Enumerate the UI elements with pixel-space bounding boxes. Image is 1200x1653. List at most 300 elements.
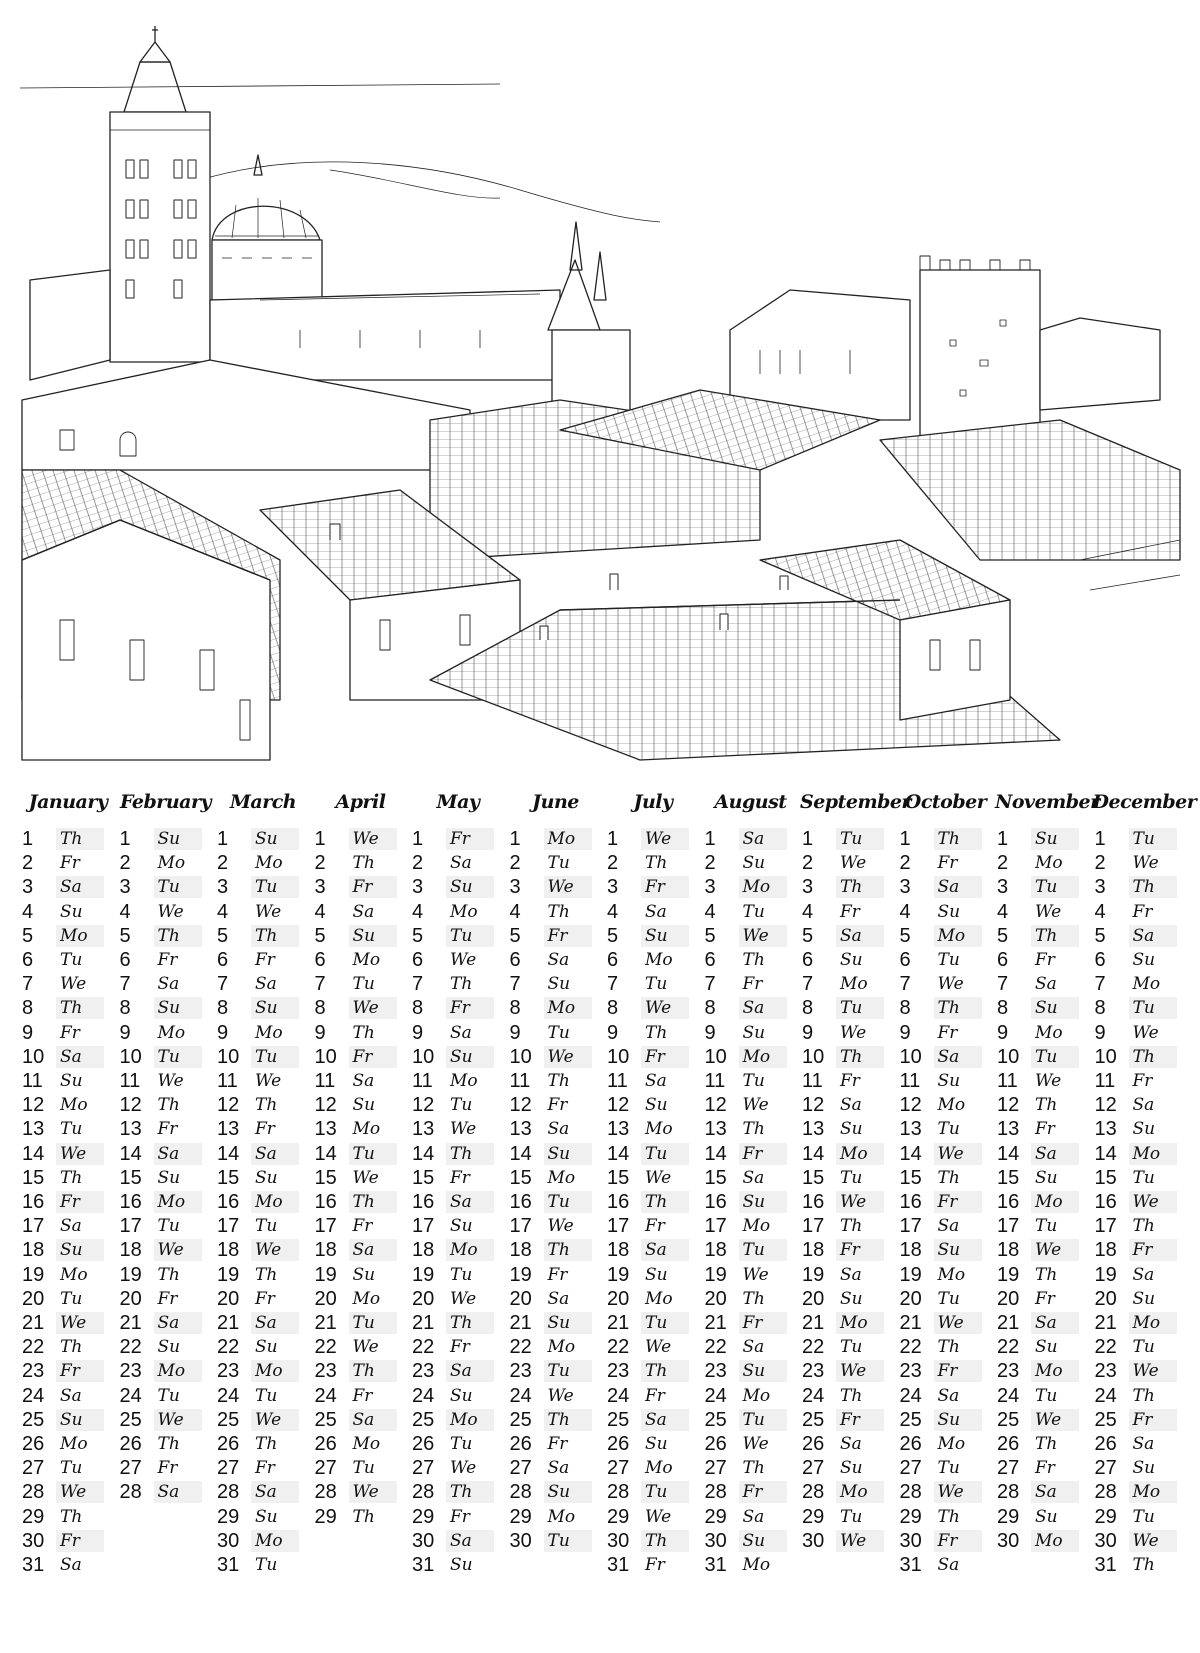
day-number: 13 — [22, 1118, 45, 1141]
weekday-abbr: Th — [641, 1191, 689, 1213]
day-number: 25 — [217, 1408, 240, 1431]
month-column-october — [898, 785, 994, 1645]
weekday-abbr: Sa — [450, 1022, 472, 1043]
day-row — [118, 1142, 214, 1166]
day-number: 26 — [899, 1433, 922, 1455]
day-number: 7 — [509, 973, 521, 996]
weekday-abbr: Sa — [446, 1360, 494, 1382]
weekday-abbr: Su — [739, 1191, 787, 1213]
weekday-abbr: We — [157, 901, 184, 922]
weekday-abbr: Sa — [1132, 1264, 1155, 1285]
day-row — [118, 1263, 214, 1287]
day-row — [410, 1529, 506, 1553]
day-number: 27 — [899, 1457, 922, 1480]
day-number: 4 — [314, 900, 326, 923]
day-number: 3 — [802, 876, 814, 899]
day-number: 15 — [997, 1166, 1020, 1189]
day-row — [118, 1480, 214, 1504]
day-number: 4 — [217, 900, 229, 923]
weekday-abbr: Su — [934, 1239, 982, 1261]
weekday-abbr: Th — [645, 1022, 668, 1043]
day-number: 23 — [217, 1360, 240, 1383]
day-number: 15 — [899, 1166, 922, 1189]
day-number: 6 — [509, 949, 521, 971]
day-number: 20 — [1094, 1287, 1117, 1310]
day-number: 23 — [704, 1360, 727, 1383]
day-row — [800, 875, 896, 899]
weekday-abbr: Fr — [1035, 1288, 1055, 1309]
day-row — [995, 1214, 1091, 1238]
day-row — [995, 1335, 1091, 1359]
day-row — [118, 1166, 214, 1190]
weekday-abbr: Su — [645, 1434, 668, 1454]
day-number: 29 — [1094, 1505, 1117, 1528]
day-row — [898, 1359, 994, 1383]
day-row — [1093, 1384, 1189, 1408]
weekday-abbr: Th — [450, 974, 473, 995]
month-name: May — [436, 791, 480, 813]
day-number: 26 — [314, 1433, 337, 1455]
weekday-abbr: Mo — [154, 1191, 202, 1213]
day-row — [508, 924, 604, 948]
day-number: 17 — [704, 1215, 727, 1238]
day-number: 5 — [314, 924, 326, 947]
weekday-abbr: Sa — [742, 1337, 765, 1358]
weekday-abbr: Th — [352, 1022, 375, 1043]
day-row — [313, 1384, 409, 1408]
day-row — [20, 1335, 116, 1359]
day-row — [898, 1408, 994, 1432]
weekday-abbr: Th — [934, 997, 982, 1019]
day-row — [800, 1238, 896, 1262]
day-number: 5 — [509, 924, 521, 947]
day-row — [800, 1408, 896, 1432]
weekday-abbr: Th — [60, 1167, 83, 1188]
day-row — [800, 827, 896, 851]
day-number: 30 — [997, 1529, 1020, 1552]
day-number: 2 — [802, 852, 814, 875]
weekday-abbr: Su — [937, 1071, 961, 1091]
day-row — [995, 1287, 1091, 1311]
day-number: 11 — [997, 1070, 1018, 1092]
weekday-abbr: Tu — [154, 1046, 202, 1068]
day-number: 8 — [22, 997, 34, 1020]
weekday-abbr: Fr — [937, 853, 958, 874]
day-row — [800, 900, 896, 924]
day-number: 12 — [802, 1094, 825, 1117]
day-row — [1093, 1505, 1189, 1529]
day-number: 24 — [802, 1384, 825, 1407]
day-number: 3 — [22, 876, 34, 899]
weekday-abbr: Fr — [349, 1046, 397, 1068]
day-number: 26 — [509, 1433, 532, 1455]
day-row — [703, 900, 799, 924]
weekday-abbr: Fr — [937, 1022, 958, 1043]
day-number: 17 — [412, 1215, 435, 1238]
day-number: 3 — [217, 876, 229, 899]
day-number: 11 — [412, 1070, 433, 1092]
day-row — [703, 1093, 799, 1117]
day-row — [605, 972, 701, 996]
weekday-abbr: We — [60, 974, 87, 995]
day-row — [118, 875, 214, 899]
day-number: 12 — [314, 1094, 337, 1117]
day-number: 23 — [22, 1360, 45, 1383]
day-row — [20, 1069, 116, 1093]
day-number: 20 — [412, 1287, 435, 1310]
day-row — [410, 1408, 506, 1432]
day-number: 7 — [607, 973, 619, 996]
day-number: 15 — [802, 1166, 825, 1189]
weekday-abbr: Tu — [544, 1191, 592, 1213]
day-number: 21 — [217, 1312, 240, 1334]
day-row — [898, 1529, 994, 1553]
day-row — [118, 1408, 214, 1432]
day-number: 21 — [314, 1312, 337, 1334]
day-number: 8 — [217, 997, 229, 1020]
weekday-abbr: Fr — [840, 901, 860, 922]
weekday-abbr: Sa — [742, 1167, 765, 1188]
day-row — [605, 1359, 701, 1383]
day-number: 22 — [899, 1336, 922, 1359]
month-column-january — [20, 785, 116, 1645]
weekday-abbr: We — [349, 828, 397, 850]
day-row — [118, 1311, 214, 1335]
day-row — [703, 1238, 799, 1262]
day-number: 24 — [899, 1384, 922, 1407]
day-row — [313, 1311, 409, 1335]
weekday-abbr: Mo — [255, 853, 283, 874]
weekday-abbr: Tu — [251, 876, 299, 898]
weekday-abbr: Mo — [255, 1022, 283, 1043]
weekday-abbr: Th — [547, 901, 570, 922]
day-row — [410, 972, 506, 996]
weekday-abbr: Th — [742, 1119, 765, 1140]
weekday-abbr: Th — [840, 1385, 863, 1406]
day-number: 19 — [997, 1263, 1020, 1286]
day-number: 30 — [704, 1529, 727, 1552]
day-row — [410, 827, 506, 851]
weekday-abbr: Th — [742, 1458, 765, 1479]
day-number: 3 — [997, 876, 1009, 899]
day-row — [995, 827, 1091, 851]
day-row — [898, 1384, 994, 1408]
day-row — [703, 996, 799, 1020]
weekday-abbr: Sa — [255, 974, 277, 995]
day-row — [215, 1384, 311, 1408]
day-row — [995, 1505, 1091, 1529]
weekday-abbr: Th — [645, 853, 668, 874]
weekday-abbr: Fr — [645, 1216, 665, 1237]
day-row — [1093, 1166, 1189, 1190]
weekday-abbr: Mo — [547, 1167, 576, 1188]
weekday-abbr: Tu — [742, 901, 765, 922]
weekday-abbr: Th — [1035, 1434, 1058, 1454]
weekday-abbr: Th — [349, 1360, 397, 1382]
weekday-abbr: Tu — [937, 950, 960, 970]
weekday-abbr: Sa — [739, 828, 787, 850]
day-number: 31 — [217, 1554, 240, 1576]
weekday-abbr: Fr — [742, 974, 763, 995]
day-number: 3 — [119, 876, 131, 899]
day-row — [1093, 1142, 1189, 1166]
weekday-abbr: We — [349, 1481, 397, 1503]
day-row — [215, 924, 311, 948]
weekday-abbr: We — [547, 1216, 574, 1237]
day-row — [898, 1263, 994, 1287]
day-number: 25 — [802, 1408, 825, 1431]
weekday-abbr: Tu — [641, 1143, 689, 1165]
weekday-abbr: Sa — [56, 1046, 104, 1068]
weekday-abbr: Tu — [60, 1458, 83, 1479]
weekday-abbr: Tu — [547, 1022, 570, 1043]
day-row — [410, 1214, 506, 1238]
day-row — [800, 1456, 896, 1480]
day-number: 19 — [412, 1263, 435, 1286]
day-number: 1 — [22, 828, 34, 850]
day-row — [995, 1045, 1091, 1069]
day-number: 24 — [119, 1384, 142, 1407]
weekday-abbr: Mo — [1035, 1022, 1063, 1043]
day-number: 7 — [899, 973, 911, 996]
month-column-march — [215, 785, 311, 1645]
day-row — [703, 1553, 799, 1577]
day-row — [410, 1335, 506, 1359]
weekday-abbr: Tu — [547, 853, 570, 874]
month-name: July — [633, 791, 673, 813]
day-row — [215, 1021, 311, 1045]
weekday-abbr: Mo — [836, 1143, 884, 1165]
day-row — [313, 1214, 409, 1238]
day-row — [508, 1021, 604, 1045]
day-row — [118, 1359, 214, 1383]
day-number: 11 — [1094, 1070, 1116, 1092]
weekday-abbr: Sa — [645, 1071, 667, 1091]
weekday-abbr: Th — [641, 1530, 689, 1552]
day-row — [215, 1311, 311, 1335]
day-row — [605, 1166, 701, 1190]
weekday-abbr: We — [1129, 1530, 1177, 1552]
weekday-abbr: Fr — [56, 1360, 104, 1382]
weekday-abbr: Tu — [836, 997, 884, 1019]
weekday-abbr: We — [641, 997, 689, 1019]
weekday-abbr: Th — [1129, 1046, 1177, 1068]
weekday-abbr: Su — [1132, 1458, 1156, 1479]
weekday-abbr: Th — [742, 1288, 765, 1309]
day-number: 2 — [704, 852, 716, 875]
weekday-abbr: Fr — [450, 1167, 470, 1188]
day-number: 17 — [899, 1215, 922, 1238]
day-row — [410, 1021, 506, 1045]
day-row — [118, 1045, 214, 1069]
day-number: 7 — [997, 973, 1009, 996]
day-row — [1093, 1359, 1189, 1383]
day-row — [215, 1287, 311, 1311]
day-row — [1093, 1238, 1189, 1262]
day-row — [20, 996, 116, 1020]
weekday-abbr: Mo — [446, 1409, 494, 1431]
weekday-abbr: Fr — [547, 1434, 568, 1454]
weekday-abbr: Mo — [56, 925, 104, 947]
day-row — [605, 1214, 701, 1238]
day-row — [215, 1456, 311, 1480]
day-row — [995, 924, 1091, 948]
weekday-abbr: Su — [840, 1458, 863, 1479]
day-number: 16 — [22, 1191, 45, 1213]
weekday-abbr: Th — [641, 1360, 689, 1382]
weekday-abbr: We — [836, 1191, 884, 1213]
day-row — [20, 1384, 116, 1408]
day-number: 14 — [314, 1142, 337, 1165]
weekday-abbr: Tu — [349, 1143, 397, 1165]
day-number: 6 — [607, 949, 619, 971]
day-row — [508, 1263, 604, 1287]
weekday-abbr: Su — [56, 1409, 104, 1431]
day-row — [898, 1045, 994, 1069]
day-row — [215, 875, 311, 899]
day-row — [215, 1480, 311, 1504]
day-number: 14 — [997, 1142, 1020, 1165]
month-column-february — [118, 785, 214, 1645]
weekday-abbr: Th — [60, 1337, 83, 1358]
day-row — [508, 1238, 604, 1262]
day-row — [1093, 1408, 1189, 1432]
day-row — [508, 1287, 604, 1311]
day-number: 4 — [802, 900, 814, 923]
day-number: 25 — [704, 1408, 727, 1431]
month-column-august — [703, 785, 799, 1645]
day-row — [800, 1045, 896, 1069]
day-row — [1093, 1480, 1189, 1504]
day-number: 12 — [22, 1094, 45, 1117]
day-number: 23 — [1094, 1360, 1117, 1383]
day-number: 5 — [217, 924, 229, 947]
day-row — [410, 1359, 506, 1383]
day-number: 20 — [119, 1287, 142, 1310]
day-number: 31 — [704, 1554, 727, 1576]
weekday-abbr: Mo — [840, 974, 868, 995]
day-row — [1093, 1117, 1189, 1141]
weekday-abbr: Fr — [645, 1555, 665, 1575]
weekday-abbr: Tu — [544, 1530, 592, 1552]
day-row — [313, 1408, 409, 1432]
weekday-abbr: Th — [1132, 1385, 1155, 1406]
weekday-abbr: Su — [645, 1264, 668, 1285]
day-row — [605, 1069, 701, 1093]
weekday-abbr: Fr — [446, 828, 494, 850]
weekday-abbr: Fr — [255, 1119, 275, 1140]
day-row — [508, 1456, 604, 1480]
day-row — [508, 851, 604, 875]
weekday-abbr: Mo — [352, 1119, 381, 1140]
weekday-abbr: Th — [255, 1095, 278, 1116]
weekday-abbr: Mo — [157, 853, 186, 874]
day-row — [215, 1359, 311, 1383]
day-row — [800, 1432, 896, 1456]
day-number: 18 — [607, 1239, 630, 1262]
month-name: January — [28, 791, 108, 813]
day-row — [800, 1190, 896, 1214]
day-number: 2 — [314, 852, 326, 875]
day-row — [410, 1456, 506, 1480]
day-row — [1093, 851, 1189, 875]
day-number: 12 — [119, 1094, 142, 1117]
day-row — [898, 1553, 994, 1577]
day-number: 29 — [314, 1505, 337, 1528]
day-number: 25 — [119, 1408, 142, 1431]
day-number: 15 — [217, 1166, 240, 1189]
day-row — [410, 1166, 506, 1190]
day-row — [410, 1263, 506, 1287]
weekday-abbr: Su — [446, 876, 494, 898]
day-row — [898, 827, 994, 851]
day-number: 17 — [509, 1215, 532, 1238]
day-row — [605, 1456, 701, 1480]
weekday-abbr: Sa — [934, 876, 982, 898]
day-number: 25 — [314, 1408, 337, 1431]
weekday-abbr: Th — [840, 1216, 863, 1237]
day-number: 3 — [1094, 876, 1106, 899]
day-row — [410, 1069, 506, 1093]
weekday-abbr: Sa — [641, 1239, 689, 1261]
day-row — [410, 900, 506, 924]
day-number: 8 — [509, 997, 521, 1020]
weekday-abbr: Tu — [641, 1481, 689, 1503]
weekday-abbr: Su — [154, 828, 202, 850]
weekday-abbr: We — [742, 1434, 769, 1454]
day-row — [20, 1117, 116, 1141]
day-row — [410, 948, 506, 972]
day-number: 31 — [1094, 1554, 1117, 1576]
day-number: 10 — [899, 1045, 922, 1068]
month-column-may — [410, 785, 506, 1645]
day-row — [703, 1190, 799, 1214]
weekday-abbr: Su — [255, 1506, 278, 1527]
weekday-abbr: Tu — [255, 1385, 278, 1406]
day-number: 24 — [997, 1384, 1020, 1407]
day-number: 26 — [22, 1433, 45, 1455]
weekday-abbr: Su — [255, 1167, 278, 1188]
weekday-abbr: Tu — [255, 1216, 278, 1237]
month-name: August — [714, 791, 787, 813]
day-row — [313, 1021, 409, 1045]
day-row — [215, 972, 311, 996]
day-row — [995, 972, 1091, 996]
day-row — [898, 1456, 994, 1480]
weekday-abbr: Su — [641, 925, 689, 947]
weekday-abbr: We — [1129, 1191, 1177, 1213]
day-row — [1093, 1263, 1189, 1287]
weekday-abbr: Mo — [1035, 853, 1063, 874]
day-row — [995, 1117, 1091, 1141]
day-row — [605, 1553, 701, 1577]
day-number: 24 — [217, 1384, 240, 1407]
day-number: 10 — [802, 1045, 825, 1068]
day-number: 22 — [704, 1336, 727, 1359]
weekday-abbr: We — [934, 1481, 982, 1503]
day-row — [508, 1408, 604, 1432]
weekday-abbr: Fr — [934, 1530, 982, 1552]
day-row — [215, 1408, 311, 1432]
month-name: June — [532, 791, 579, 813]
weekday-abbr: Su — [937, 901, 961, 922]
day-row — [313, 1335, 409, 1359]
weekday-abbr: Fr — [836, 1239, 884, 1261]
day-number: 14 — [22, 1142, 45, 1165]
weekday-abbr: We — [544, 1046, 592, 1068]
day-number: 28 — [412, 1481, 435, 1504]
day-row — [1093, 827, 1189, 851]
